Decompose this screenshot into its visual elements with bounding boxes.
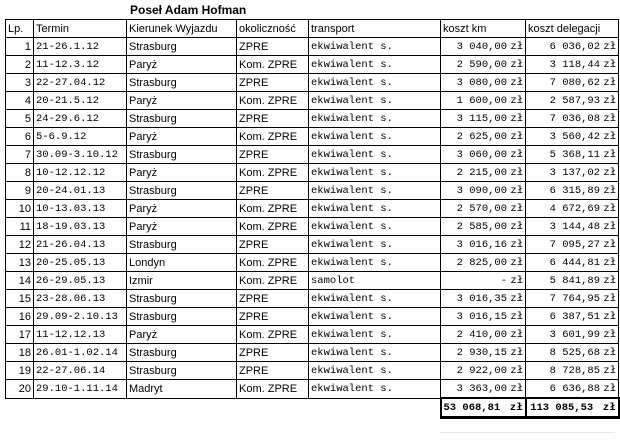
cell-koszt-delegacji-currency: zł: [603, 328, 617, 341]
cell-lp: 15: [6, 290, 34, 308]
cell-koszt-km-currency: zł: [510, 202, 524, 215]
cell-termin: 26.01-1.02.14: [34, 344, 127, 362]
cell-transport: ekwiwalent s.: [309, 254, 441, 272]
cell-transport: ekwiwalent s.: [309, 110, 441, 128]
cell-koszt-km-currency: zł: [510, 58, 524, 71]
cell-koszt-km-amount: 2 570,00: [456, 202, 508, 215]
cell-transport: ekwiwalent s.: [309, 236, 441, 254]
cell-koszt-delegacji-amount: 5 841,89: [549, 274, 601, 287]
cell-koszt-km: [441, 326, 526, 344]
cell-koszt-km: [441, 344, 526, 362]
cell-koszt-km: [441, 200, 526, 218]
total-km-currency: zł: [509, 401, 523, 414]
cell-kierunek: Paryż: [127, 128, 237, 146]
cell-lp: 1: [6, 38, 34, 56]
cell-termin: 10-13.03.13: [34, 200, 127, 218]
total-del-currency: zł: [602, 401, 616, 414]
table-row: [6, 254, 619, 272]
cell-koszt-delegacji-currency: zł: [603, 382, 617, 395]
cell-koszt-km-currency: zł: [510, 310, 524, 323]
total-del-amount: 113 085,53: [530, 401, 594, 414]
cell-kierunek: Paryż: [127, 56, 237, 74]
cell-termin: 20-21.5.12: [34, 92, 127, 110]
cell-lp: 14: [6, 272, 34, 290]
table-row: [6, 344, 619, 362]
total-koszt-delegacji: [526, 398, 619, 418]
cell-kierunek: Paryż: [127, 218, 237, 236]
cell-koszt-km-currency: zł: [510, 238, 524, 251]
cell-kierunek: Strasburg: [127, 146, 237, 164]
cell-transport: ekwiwalent s.: [309, 290, 441, 308]
cell-koszt-km-amount: 3 060,00: [456, 148, 508, 161]
cell-koszt-delegacji: [526, 362, 619, 380]
cell-termin: 21-26.1.12: [34, 38, 127, 56]
table-row: [6, 92, 619, 110]
cell-kierunek: Paryż: [127, 326, 237, 344]
cell-koszt-delegacji-amount: 7 080,62: [549, 76, 601, 89]
cell-transport: ekwiwalent s.: [309, 38, 441, 56]
header-lp: Lp.: [6, 20, 34, 38]
cell-koszt-km-currency: zł: [510, 346, 524, 359]
cell-kierunek: Strasburg: [127, 110, 237, 128]
cell-lp: 13: [6, 254, 34, 272]
cell-koszt-delegacji-currency: zł: [603, 274, 617, 287]
total-km-amount: 53 068,81: [443, 401, 501, 414]
cell-koszt-km-amount: 3 040,00: [456, 40, 508, 53]
cell-koszt-km-amount: 2 930,15: [456, 346, 508, 359]
cell-koszt-delegacji-amount: 3 560,42: [549, 130, 601, 143]
cell-kierunek: Strasburg: [127, 74, 237, 92]
cell-koszt-km-amount: 1 600,00: [456, 94, 508, 107]
cell-koszt-delegacji-amount: 6 636,88: [549, 382, 601, 395]
cell-koszt-delegacji: [526, 110, 619, 128]
cell-termin: 10-12.12.12: [34, 164, 127, 182]
cell-termin: 23-28.06.13: [34, 290, 127, 308]
cell-kierunek: Strasburg: [127, 362, 237, 380]
cell-koszt-delegacji: [526, 128, 619, 146]
cell-koszt-km-amount: -: [500, 274, 508, 287]
cell-koszt-delegacji: [526, 182, 619, 200]
cell-koszt-km-amount: 2 215,00: [456, 166, 508, 179]
cell-kierunek: Strasburg: [127, 290, 237, 308]
cell-transport: samolot: [309, 272, 441, 290]
cell-termin: 22-27.04.12: [34, 74, 127, 92]
cell-termin: 11-12.3.12: [34, 56, 127, 74]
document-title: Poseł Adam Hofman: [130, 3, 247, 17]
table-row: [6, 272, 619, 290]
cell-koszt-km-currency: zł: [510, 94, 524, 107]
cell-koszt-km: [441, 110, 526, 128]
cell-okolicznosc: Kom. ZPRE: [237, 128, 309, 146]
cell-koszt-km: [441, 236, 526, 254]
cell-koszt-km-amount: 2 922,00: [456, 364, 508, 377]
cell-lp: 8: [6, 164, 34, 182]
cell-lp: 18: [6, 344, 34, 362]
header-transport: transport: [309, 20, 441, 38]
cell-koszt-delegacji-amount: 4 672,69: [549, 202, 601, 215]
cell-koszt-km: [441, 218, 526, 236]
cell-termin: 11-12.12.13: [34, 326, 127, 344]
cell-termin: 29.09-2.10.13: [34, 308, 127, 326]
cell-transport: ekwiwalent s.: [309, 182, 441, 200]
cell-koszt-delegacji: [526, 290, 619, 308]
cell-koszt-delegacji-amount: 3 118,44: [549, 58, 601, 71]
cell-koszt-delegacji: [526, 38, 619, 56]
table-row: [6, 236, 619, 254]
cell-kierunek: Paryż: [127, 200, 237, 218]
cell-kierunek: Strasburg: [127, 38, 237, 56]
cell-termin: 18-19.03.13: [34, 218, 127, 236]
cell-okolicznosc: Kom. ZPRE: [237, 56, 309, 74]
cell-koszt-km-amount: 3 080,00: [456, 76, 508, 89]
cell-transport: ekwiwalent s.: [309, 92, 441, 110]
cell-transport: ekwiwalent s.: [309, 326, 441, 344]
cell-transport: ekwiwalent s.: [309, 380, 441, 399]
cell-termin: 24-29.6.12: [34, 110, 127, 128]
cell-koszt-km-currency: zł: [510, 148, 524, 161]
cell-termin: 30.09-3.10.12: [34, 146, 127, 164]
cell-koszt-km: [441, 146, 526, 164]
cell-koszt-delegacji-currency: zł: [603, 292, 617, 305]
cell-koszt-delegacji-amount: 8 525,68: [549, 346, 601, 359]
cell-termin: 29.10-1.11.14: [34, 380, 127, 399]
cell-koszt-km-amount: 3 115,00: [456, 112, 508, 125]
header-koszt-km: koszt km: [441, 20, 526, 38]
cell-koszt-km-amount: 3 016,15: [456, 310, 508, 323]
cell-koszt-delegacji-amount: 2 587,93: [549, 94, 601, 107]
cell-okolicznosc: Kom. ZPRE: [237, 218, 309, 236]
table-row: [6, 110, 619, 128]
cell-koszt-delegacji-currency: zł: [603, 310, 617, 323]
cell-koszt-km-currency: zł: [510, 364, 524, 377]
cell-koszt-delegacji-amount: 5 368,11: [549, 148, 601, 161]
cell-transport: ekwiwalent s.: [309, 218, 441, 236]
table-body: [6, 38, 619, 399]
cell-koszt-delegacji-currency: zł: [603, 76, 617, 89]
cell-koszt-delegacji-amount: 6 444,81: [549, 256, 601, 269]
cell-koszt-km-amount: 3 016,16: [456, 238, 508, 251]
cell-lp: 3: [6, 74, 34, 92]
cell-koszt-delegacji-currency: zł: [603, 148, 617, 161]
cell-termin: 5-6.9.12: [34, 128, 127, 146]
cell-koszt-delegacji: [526, 254, 619, 272]
cell-kierunek: Madryt: [127, 380, 237, 399]
cell-koszt-delegacji-currency: zł: [603, 256, 617, 269]
cell-koszt-delegacji-currency: zł: [603, 202, 617, 215]
cell-koszt-km-currency: zł: [510, 166, 524, 179]
cell-koszt-delegacji-currency: zł: [603, 112, 617, 125]
header-row: [6, 20, 619, 38]
table-row: [6, 164, 619, 182]
header-termin: Termin: [34, 20, 127, 38]
cell-transport: ekwiwalent s.: [309, 200, 441, 218]
cell-lp: 7: [6, 146, 34, 164]
cell-okolicznosc: ZPRE: [237, 146, 309, 164]
cell-koszt-delegacji-currency: zł: [603, 364, 617, 377]
cell-koszt-km-amount: 3 090,00: [456, 184, 508, 197]
cell-okolicznosc: Kom. ZPRE: [237, 380, 309, 399]
header-koszt-delegacji: koszt delegacji: [526, 20, 619, 38]
cell-koszt-delegacji: [526, 218, 619, 236]
total-koszt-km: [441, 398, 526, 418]
cell-koszt-delegacji-amount: 7 095,27: [549, 238, 601, 251]
cell-koszt-delegacji: [526, 380, 619, 399]
cell-koszt-km: [441, 308, 526, 326]
cell-lp: 12: [6, 236, 34, 254]
cell-termin: 20-25.05.13: [34, 254, 127, 272]
cell-koszt-km-currency: zł: [510, 76, 524, 89]
cell-koszt-delegacji: [526, 200, 619, 218]
cell-lp: 11: [6, 218, 34, 236]
cell-koszt-delegacji-currency: zł: [603, 184, 617, 197]
cell-koszt-km-currency: zł: [510, 256, 524, 269]
table-row: [6, 362, 619, 380]
cell-koszt-km-currency: zł: [510, 382, 524, 395]
cell-kierunek: Strasburg: [127, 308, 237, 326]
cell-koszt-delegacji-amount: 6 315,89: [549, 184, 601, 197]
table-row: [6, 380, 619, 399]
table-row: [6, 182, 619, 200]
cell-koszt-km-currency: zł: [510, 220, 524, 233]
cell-transport: ekwiwalent s.: [309, 164, 441, 182]
cell-koszt-km: [441, 254, 526, 272]
cell-koszt-km-currency: zł: [510, 130, 524, 143]
cell-koszt-km: [441, 128, 526, 146]
cell-lp: 4: [6, 92, 34, 110]
cell-koszt-delegacji-amount: 6 387,51: [549, 310, 601, 323]
cell-koszt-km: [441, 56, 526, 74]
cell-koszt-delegacji: [526, 164, 619, 182]
cell-koszt-km: [441, 362, 526, 380]
cell-koszt-km-currency: zł: [510, 40, 524, 53]
cell-transport: ekwiwalent s.: [309, 362, 441, 380]
cell-lp: 5: [6, 110, 34, 128]
cell-okolicznosc: Kom. ZPRE: [237, 254, 309, 272]
cell-okolicznosc: Kom. ZPRE: [237, 200, 309, 218]
cell-koszt-km-currency: zł: [510, 274, 524, 287]
cell-koszt-delegacji-currency: zł: [603, 58, 617, 71]
table-row: [6, 308, 619, 326]
cell-okolicznosc: ZPRE: [237, 38, 309, 56]
cell-koszt-km: [441, 182, 526, 200]
table-row: [6, 74, 619, 92]
cell-koszt-km-amount: 3 363,00: [456, 382, 508, 395]
cell-okolicznosc: ZPRE: [237, 74, 309, 92]
cell-koszt-delegacji-amount: 3 144,48: [549, 220, 601, 233]
cell-transport: ekwiwalent s.: [309, 344, 441, 362]
cell-kierunek: Strasburg: [127, 182, 237, 200]
table-row: [6, 290, 619, 308]
table-row: [6, 200, 619, 218]
cell-kierunek: Izmir: [127, 272, 237, 290]
totals-row: [6, 398, 619, 418]
cell-koszt-km: [441, 380, 526, 399]
cell-koszt-delegacji-amount: 7 764,95: [549, 292, 601, 305]
cell-koszt-km-currency: zł: [510, 328, 524, 341]
table-row: [6, 128, 619, 146]
header-kierunek: Kierunek Wyjazdu: [127, 20, 237, 38]
cell-koszt-km: [441, 92, 526, 110]
cell-kierunek: Strasburg: [127, 236, 237, 254]
cell-koszt-delegacji: [526, 326, 619, 344]
table-row: [6, 38, 619, 56]
cell-koszt-delegacji-currency: zł: [603, 40, 617, 53]
cell-termin: 26-29.05.13: [34, 272, 127, 290]
cell-koszt-km-amount: 2 590,00: [456, 58, 508, 71]
cell-koszt-delegacji-currency: zł: [603, 166, 617, 179]
cell-koszt-delegacji: [526, 74, 619, 92]
cell-transport: ekwiwalent s.: [309, 308, 441, 326]
cell-koszt-km-amount: 2 410,00: [456, 328, 508, 341]
cell-okolicznosc: ZPRE: [237, 308, 309, 326]
cell-koszt-km: [441, 272, 526, 290]
cell-koszt-km-currency: zł: [510, 292, 524, 305]
cell-lp: 10: [6, 200, 34, 218]
table-row: [6, 146, 619, 164]
cell-okolicznosc: Kom. ZPRE: [237, 326, 309, 344]
cell-lp: 9: [6, 182, 34, 200]
table-row: [6, 326, 619, 344]
cell-koszt-delegacji-currency: zł: [603, 220, 617, 233]
cell-termin: 20-24.01.13: [34, 182, 127, 200]
cell-okolicznosc: Kom. ZPRE: [237, 164, 309, 182]
cell-koszt-km-amount: 3 016,35: [456, 292, 508, 305]
cell-transport: ekwiwalent s.: [309, 146, 441, 164]
cell-koszt-delegacji: [526, 56, 619, 74]
cell-koszt-delegacji-amount: 8 728,85: [549, 364, 601, 377]
cell-okolicznosc: Kom. ZPRE: [237, 272, 309, 290]
cell-okolicznosc: ZPRE: [237, 362, 309, 380]
cell-koszt-delegacji-amount: 3 601,99: [549, 328, 601, 341]
cell-koszt-delegacji-currency: zł: [603, 346, 617, 359]
cell-koszt-delegacji-amount: 3 137,02: [549, 166, 601, 179]
cell-koszt-km: [441, 38, 526, 56]
cell-kierunek: Paryż: [127, 92, 237, 110]
cell-okolicznosc: ZPRE: [237, 236, 309, 254]
cell-koszt-km-amount: 2 825,00: [456, 256, 508, 269]
cell-okolicznosc: ZPRE: [237, 110, 309, 128]
cell-kierunek: Strasburg: [127, 344, 237, 362]
cell-okolicznosc: Kom. ZPRE: [237, 92, 309, 110]
cell-okolicznosc: ZPRE: [237, 344, 309, 362]
cell-koszt-km: [441, 74, 526, 92]
cell-koszt-delegacji: [526, 344, 619, 362]
cell-transport: ekwiwalent s.: [309, 74, 441, 92]
cell-lp: 20: [6, 380, 34, 399]
cell-okolicznosc: ZPRE: [237, 182, 309, 200]
cell-koszt-delegacji-currency: zł: [603, 238, 617, 251]
cell-lp: 17: [6, 326, 34, 344]
cell-koszt-delegacji: [526, 146, 619, 164]
cell-transport: ekwiwalent s.: [309, 128, 441, 146]
cell-lp: 19: [6, 362, 34, 380]
cell-okolicznosc: ZPRE: [237, 290, 309, 308]
cell-lp: 6: [6, 128, 34, 146]
cell-lp: 2: [6, 56, 34, 74]
cell-lp: 16: [6, 308, 34, 326]
cell-koszt-delegacji: [526, 308, 619, 326]
cell-termin: 22-27.06.14: [34, 362, 127, 380]
cell-koszt-km: [441, 164, 526, 182]
cell-kierunek: Paryż: [127, 164, 237, 182]
cell-koszt-delegacji-amount: 6 036,02: [549, 40, 601, 53]
table-row: [6, 218, 619, 236]
totals-spacer: [6, 398, 441, 418]
cell-koszt-km-currency: zł: [510, 184, 524, 197]
cell-koszt-delegacji: [526, 236, 619, 254]
cell-koszt-delegacji: [526, 272, 619, 290]
cell-koszt-km-amount: 2 625,00: [456, 130, 508, 143]
cell-koszt-delegacji-currency: zł: [603, 94, 617, 107]
cell-transport: ekwiwalent s.: [309, 56, 441, 74]
cell-termin: 21-26.04.13: [34, 236, 127, 254]
cell-koszt-delegacji-amount: 7 036,08: [549, 112, 601, 125]
cell-koszt-km-amount: 2 585,00: [456, 220, 508, 233]
cell-koszt-delegacji: [526, 92, 619, 110]
cell-koszt-delegacji-currency: zł: [603, 130, 617, 143]
cell-koszt-km-currency: zł: [510, 112, 524, 125]
cell-kierunek: Londyn: [127, 254, 237, 272]
cell-koszt-km: [441, 290, 526, 308]
delegations-table: [5, 19, 620, 419]
table-row: [6, 56, 619, 74]
header-okolicznosc: okoliczność: [237, 20, 309, 38]
